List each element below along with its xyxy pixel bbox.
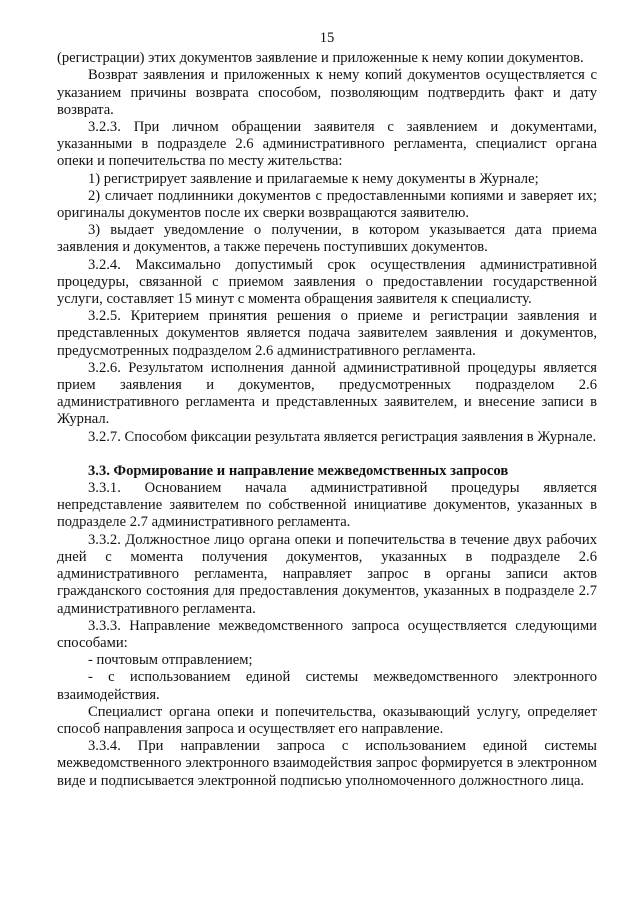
paragraph-3-2-5: 3.2.5. Критерием принятия решения о приеме и регистрации заявления и представленных документов является подача заявителем заявления и документов, предусмотренных подразделом 2.6 административного регламента. [57,308,597,359]
paragraph-3-2-6: 3.2.6. Результатом исполнения данной административной процедуры является прием заявления и документов, предусмотренных подразделом 2.6 административного регламента и представленных заявителем, и внесение записи в Журнал. [57,359,597,428]
list-item-2: 2) сличает подлинники документов с предоставленными копиями и заверяет их; оригиналы документов после их сверки возвращаются заявителю. [57,187,597,222]
paragraph-3-3-1: 3.3.1. Основанием начала административной процедуры является непредставление заявителем по собственной инициативе документов, указанных в подразделе 2.7 административного регламента. [57,480,597,531]
list-item-electronic: - с использованием единой системы межведомственного электронного взаимодействия. [57,669,597,703]
list-item-3: 3) выдает уведомление о получении, в котором указывается дата приема заявления и документов, а также перечень поступивших документов. [57,222,597,256]
list-item-1: 1) регистрирует заявление и прилагаемые к нему документы в Журнале; [88,170,539,187]
section-heading-3-3: 3.3. Формирование и направление межведомственных запросов [88,462,509,479]
paragraph-3-2-3: 3.2.3. При личном обращении заявителя с заявлением и документами, указанными в подразделе 2.6 административного регламента, специалист органа опеки и попечительства по месту жительства: [57,119,597,170]
list-item-postal: - почтовым отправлением; [88,652,253,669]
paragraph-continuation: (регистрации) этих документов заявление и приложенные к нему копии документов. [57,50,584,67]
paragraph-3-2-4: 3.2.4. Максимально допустимый срок осуществления административной процедуры, связанной с приемом заявления о предоставлении государственной услуги, составляет 15 минут с момента обращения заявителя к специалисту. [57,256,597,308]
paragraph-3-3-2: 3.3.2. Должностное лицо органа опеки и попечительства в течение двух рабочих дней с момента получения документов, указанных в подразделе 2.6 административного регламента, направляет запрос в органы записи актов гражданского состояния для предоставления документов, указанных в подразделе 2.7 административного регламента. [57,531,597,617]
paragraph-3-2-7: 3.2.7. Способом фиксации результата является регистрация заявления в Журнале. [88,428,597,445]
paragraph-3-3-3: 3.3.3. Направление межведомственного запроса осуществляется следующими способами: [57,617,597,651]
page-number: 15 [319,30,335,46]
paragraph-return-of-application: Возврат заявления и приложенных к нему копий документов осуществляется с указанием причины возврата способом, позволяющим подтвердить факт и дату возврата. [57,67,597,118]
document-page [57,30,597,790]
paragraph-specialist: Специалист органа опеки и попечительства, оказывающий услугу, определяет способ направления запроса и осуществляет его направление. [57,703,597,737]
paragraph-3-3-4: 3.3.4. При направлении запроса с использованием единой системы межведомственного электронного взаимодействия запрос формируется в электронном виде и подписывается электронной подписью уполномоченного должностного лица. [57,738,597,789]
